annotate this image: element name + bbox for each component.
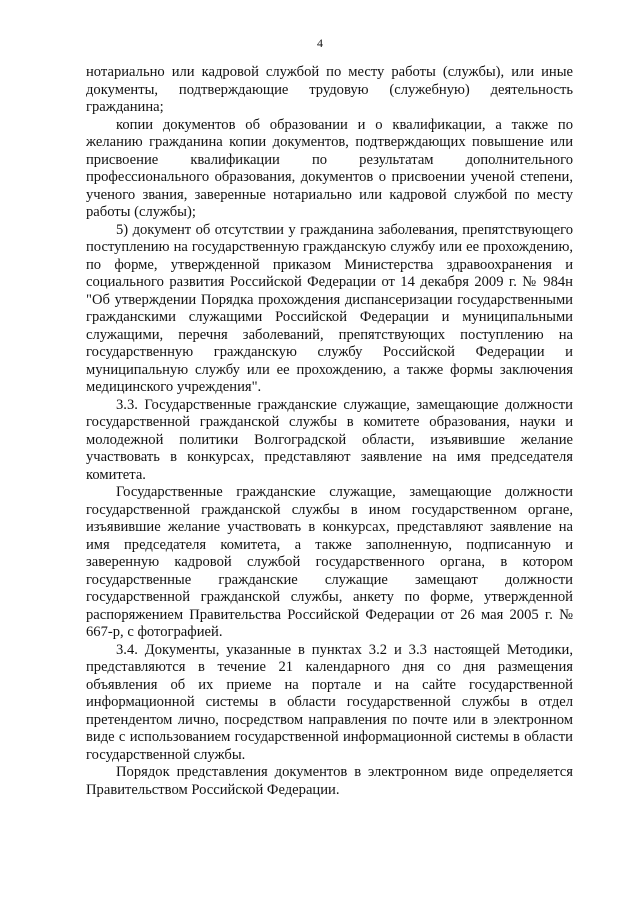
paragraph-3-4-submission-terms: 3.4. Документы, указанные в пунктах 3.2 и 3.3 настоящей Методики, представляются в течение 21 календарного дня со дня размещения объявления об их приеме на портале и на сайте государственной информационной системы в области государственной службы в отдел претендентом лично, посредством направления по почте или в электронном виде с использованием государственной информационной системы в области государственной службы. xyxy=(86,641,573,763)
paragraph-medical-document: 5) документ об отсутствии у гражданина заболевания, препятствующего поступлению на государственную гражданскую службу или ее прохождению, по форме, утвержденной приказом Министерства здравоохранения и социального развития Российской Федерации от 14 декабря 2009 г. № 984н "Об утверждении Порядка прохождения диспансеризации государственными гражданскими служащими Российской Федерации и муниципальными служащими, перечня заболеваний, препятствующих поступлению на государственную гражданскую службу Российской Федерации и муниципальную службу или ее прохождению, а также формы заключения медицинского учреждения". xyxy=(86,221,573,395)
paragraph-3-3-committee-employees: 3.3. Государственные гражданские служащие, замещающие должности государственной гражданской службы в комитете образования, науки и молодежной политики Волгоградской области, изъявившие желание участвовать в конкурсах, представляют заявление на имя председателя комитета. xyxy=(86,396,573,483)
paragraph-education-copies: копии документов об образовании и о квалификации, а также по желанию гражданина копии документов, подтверждающих повышение или присвоение квалификации по результатам дополнительного профессионального образования, документов о присвоении ученой степени, ученого звания, заверенные нотариально или кадровой службой по месту работы (службы); xyxy=(86,116,573,220)
paragraph-continuation: нотариально или кадровой службой по месту работы (службы), или иные документы, подтверждающие трудовую (служебную) деятельность гражданина; xyxy=(86,64,573,115)
paragraph-other-agency-employees: Государственные гражданские служащие, замещающие должности государственной гражданской службы в ином государственном органе, изъявившие желание участвовать в конкурсах, представляют заявление на имя председателя комитета, а также заполненную, подписанную и заверенную кадровой службой государственного органа, в котором государственные гражданские служащие замещают должности государственной гражданской службы, анкету по форме, утвержденной распоряжением Правительства Российской Федерации от 26 мая 2005 г. № 667-р, с фотографией. xyxy=(86,484,573,640)
page-number: 4 xyxy=(317,36,323,50)
document-body xyxy=(86,64,573,799)
paragraph-electronic-submission: Порядок представления документов в электронном виде определяется Правительством Российской Федерации. xyxy=(86,764,573,798)
